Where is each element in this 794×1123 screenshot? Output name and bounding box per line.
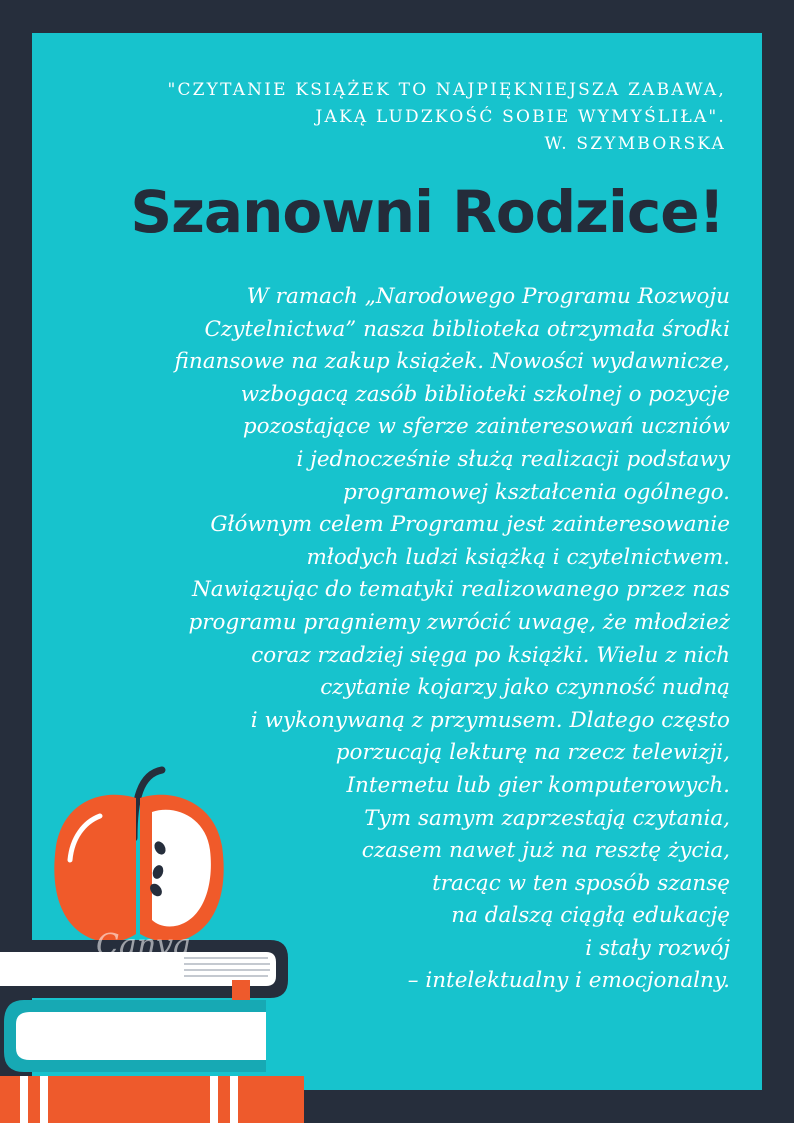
body-line: i wykonywaną z przymusem. Dlatego często: [250, 707, 730, 733]
body-line: młodych ludzi książką i czytelnictwem.: [306, 544, 730, 570]
apple-on-books-icon: [0, 760, 320, 1123]
body-line: tracąc w ten sposób szansę: [432, 870, 730, 896]
body-line: na dalszą ciągłą edukację: [451, 903, 730, 929]
body-line: czytanie kojarzy jako czynność nudną: [320, 675, 730, 701]
body-line: – intelektualny i emocjonalny.: [407, 968, 730, 994]
body-line: finansowe na zakup książek. Nowości wydawnicze,: [174, 349, 730, 375]
body-line: Nawiązując do tematyki realizowanego przez nas: [191, 577, 730, 603]
body-line: i jednocześnie służą realizacji podstawy: [296, 446, 730, 472]
body-line: programowej kształcenia ogólnego.: [342, 479, 730, 505]
quote-line: JAKĄ LUDZKOŚĆ SOBIE WYMYŚLIŁA".: [315, 107, 726, 127]
body-line: wzbogacą zasób biblioteki szkolnej o pozycje: [240, 381, 730, 407]
body-line: W ramach „Narodowego Programu Rozwoju: [246, 284, 730, 309]
quote-author: W. SZYMBORSKA: [544, 134, 726, 154]
page-title: Szanowni Rodzice!: [130, 178, 724, 246]
body-line: pozostające w sferze zainteresowań uczniów: [242, 414, 730, 440]
body-line: Internetu lub gier komputerowych.: [346, 772, 730, 798]
quote-line: "CZYTANIE KSIĄŻEK TO NAJPIĘKNIEJSZA ZABAWA,: [167, 80, 726, 100]
body-line: Głównym celem Programu jest zainteresowanie: [210, 512, 730, 538]
quote-block: [46, 77, 726, 158]
body-line: Tym samym zaprzestają czytania,: [364, 805, 730, 831]
canva-watermark: Canva: [96, 928, 191, 963]
body-line: i stały rozwój: [585, 935, 730, 961]
body-line: porzucają lekturę na rzecz telewizji,: [335, 740, 730, 766]
body-line: coraz rzadziej sięga po książki. Wielu z nich: [251, 642, 730, 668]
body-line: Czytelnictwa” nasza biblioteka otrzymała środki: [204, 316, 730, 342]
body-line: programu pragniemy zwrócić uwagę, że młodzież: [188, 609, 730, 635]
book-pages: [16, 1012, 266, 1060]
body-line: czasem nawet już na resztę życia,: [361, 838, 730, 864]
